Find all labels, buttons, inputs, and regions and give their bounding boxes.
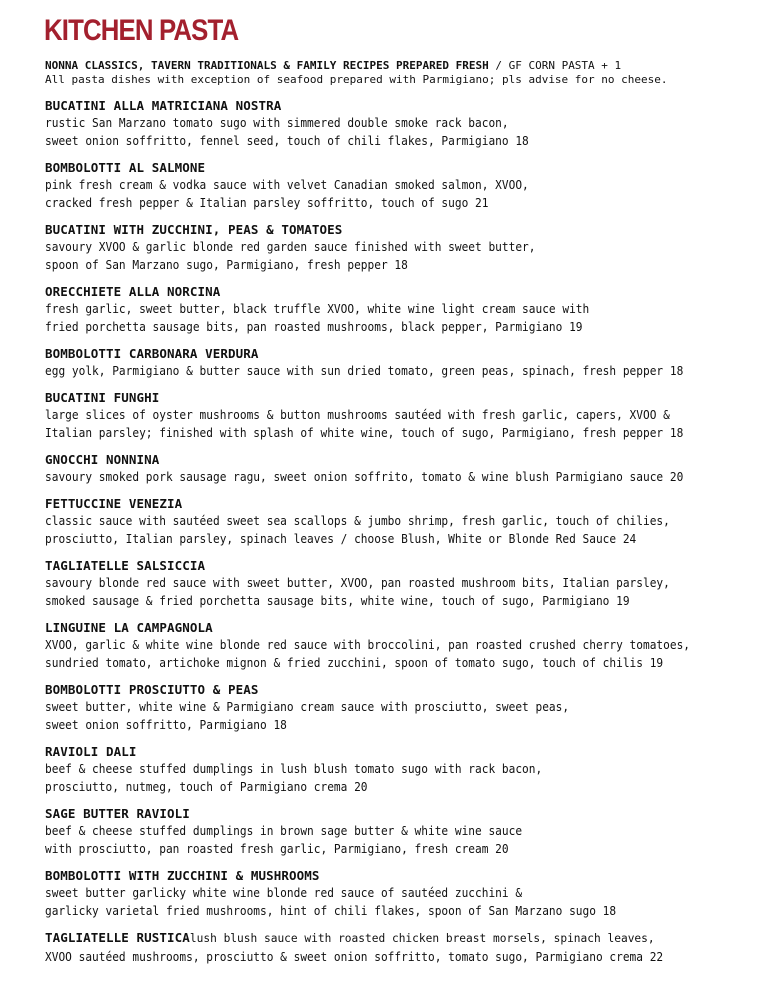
item-name: BOMBOLOTTI CARBONARA VERDURA (45, 346, 259, 361)
item-desc-2: prosciutto, nutmeg, touch of Parmigiano crema 20 (45, 780, 368, 794)
item-desc-2: garlicky varietal fried mushrooms, hint of chili flakes, spoon of San Marzano sugo 18 (45, 904, 617, 918)
item-desc-2: sweet onion soffritto, fennel seed, touch of chili flakes, Parmigiano 18 (45, 134, 529, 148)
item-name: BUCATINI ALLA MATRICIANA NOSTRA (45, 98, 282, 113)
item-name: TAGLIATELLE RUSTICA (45, 930, 190, 945)
item-desc-1: savoury smoked pork sausage ragu, sweet onion soffrito, tomato & wine blush Parmigiano sauce 20 (45, 470, 684, 484)
menu-item (45, 345, 760, 389)
item-desc-2: sweet onion soffritto, Parmigiano 18 (45, 718, 287, 732)
item-name: LINGUINE LA CAMPAGNOLA (45, 620, 213, 635)
menu-item (45, 619, 760, 681)
item-desc-1: rustic San Marzano tomato sugo with simmered double smoke rack bacon, (45, 116, 509, 130)
item-desc-1: savoury blonde red sauce with sweet butter, XVOO, pan roasted mushroom bits, Italian parsley, (45, 576, 670, 590)
intro-line-1 (45, 59, 745, 73)
item-name: ORECCHIETE ALLA NORCINA (45, 284, 221, 299)
menu-item (45, 451, 760, 495)
menu-item (45, 389, 760, 451)
menu-item (45, 221, 760, 283)
item-desc-1: XVOO, garlic & white wine blonde red sauce with broccolini, pan roasted crushed cherry tomatoes, (45, 638, 691, 652)
last-item-line-1 (45, 929, 760, 948)
item-desc-1: beef & cheese stuffed dumplings in lush blush tomato sugo with rack bacon, (45, 762, 543, 776)
item-name: FETTUCCINE VENEZIA (45, 496, 183, 511)
item-desc-1: lush blush sauce with roasted chicken breast morsels, spinach leaves, (189, 932, 655, 945)
item-name: BOMBOLOTTI WITH ZUCCHINI & MUSHROOMS (45, 868, 320, 883)
intro-heading: NONNA CLASSICS, TAVERN TRADITIONALS & FAMILY RECIPES PREPARED FRESH (45, 59, 489, 72)
item-desc-1: classic sauce with sautéed sweet sea scallops & jumbo shrimp, fresh garlic, touch of chilies, (45, 514, 670, 528)
menu-list (45, 97, 760, 991)
menu-item (45, 867, 760, 929)
menu-item (45, 159, 760, 221)
item-desc-2: cracked fresh pepper & Italian parsley soffritto, touch of sugo 21 (45, 196, 489, 210)
item-name: BOMBOLOTTI PROSCIUTTO & PEAS (45, 682, 259, 697)
item-desc-1: egg yolk, Parmigiano & butter sauce with sun dried tomato, green peas, spinach, fresh pepper 18 (45, 364, 684, 378)
menu-item (45, 743, 760, 805)
item-name: SAGE BUTTER RAVIOLI (45, 806, 190, 821)
item-desc-1: savoury XVOO & garlic blonde red garden sauce finished with sweet butter, (45, 240, 536, 254)
intro-line-2: All pasta dishes with exception of seafood prepared with Parmigiano; pls advise for no cheese. (45, 73, 668, 86)
item-desc-2: XVOO sautéed mushrooms, prosciutto & sweet onion soffritto, tomato sugo, Parmigiano crema 22 (45, 950, 664, 964)
menu-item (45, 283, 760, 345)
item-desc-1: sweet butter, white wine & Parmigiano cream sauce with prosciutto, sweet peas, (45, 700, 570, 714)
item-name: TAGLIATELLE SALSICCIA (45, 558, 206, 573)
item-desc-1: pink fresh cream & vodka sauce with velvet Canadian smoked salmon, XVOO, (45, 178, 529, 192)
item-desc-1: beef & cheese stuffed dumplings in brown sage butter & white wine sauce (45, 824, 523, 838)
menu-intro (45, 59, 745, 87)
intro-gf-note: / GF CORN PASTA + 1 (488, 59, 622, 72)
item-name: BUCATINI WITH ZUCCHINI, PEAS & TOMATOES (45, 222, 343, 237)
menu-item (45, 805, 760, 867)
item-name: BUCATINI FUNGHI (45, 390, 160, 405)
menu-item (45, 97, 760, 159)
item-desc-2: Italian parsley; finished with splash of white wine, touch of sugo, Parmigiano, fresh pepper 18 (45, 426, 684, 440)
item-desc-2: smoked sausage & fried porchetta sausage bits, white wine, touch of sugo, Parmigiano 19 (45, 594, 630, 608)
item-desc-1: sweet butter garlicky white wine blonde red sauce of sautéed zucchini & (45, 886, 523, 900)
item-desc-2: sundried tomato, artichoke mignon & fried zucchini, spoon of tomato sugo, touch of chilis 19 (45, 656, 664, 670)
item-name: BOMBOLOTTI AL SALMONE (45, 160, 206, 175)
item-desc-2: fried porchetta sausage bits, pan roasted mushrooms, black pepper, Parmigiano 19 (45, 320, 583, 334)
menu-item (45, 495, 760, 557)
item-desc-2: with prosciutto, pan roasted fresh garlic, Parmigiano, fresh cream 20 (45, 842, 509, 856)
menu-item (45, 557, 760, 619)
page-title: KITCHEN PASTA (44, 14, 239, 47)
item-name: RAVIOLI DALI (45, 744, 137, 759)
item-name: GNOCCHI NONNINA (45, 452, 160, 467)
item-desc-2: spoon of San Marzano sugo, Parmigiano, fresh pepper 18 (45, 258, 408, 272)
item-desc-1: large slices of oyster mushrooms & button mushrooms sautéed with fresh garlic, capers, XVOO & (45, 408, 670, 422)
item-desc-2: prosciutto, Italian parsley, spinach leaves / choose Blush, White or Blonde Red Sauce 24 (45, 532, 637, 546)
menu-item (45, 929, 760, 991)
item-desc-1: fresh garlic, sweet butter, black truffle XVOO, white wine light cream sauce with (45, 302, 590, 316)
menu-item (45, 681, 760, 743)
